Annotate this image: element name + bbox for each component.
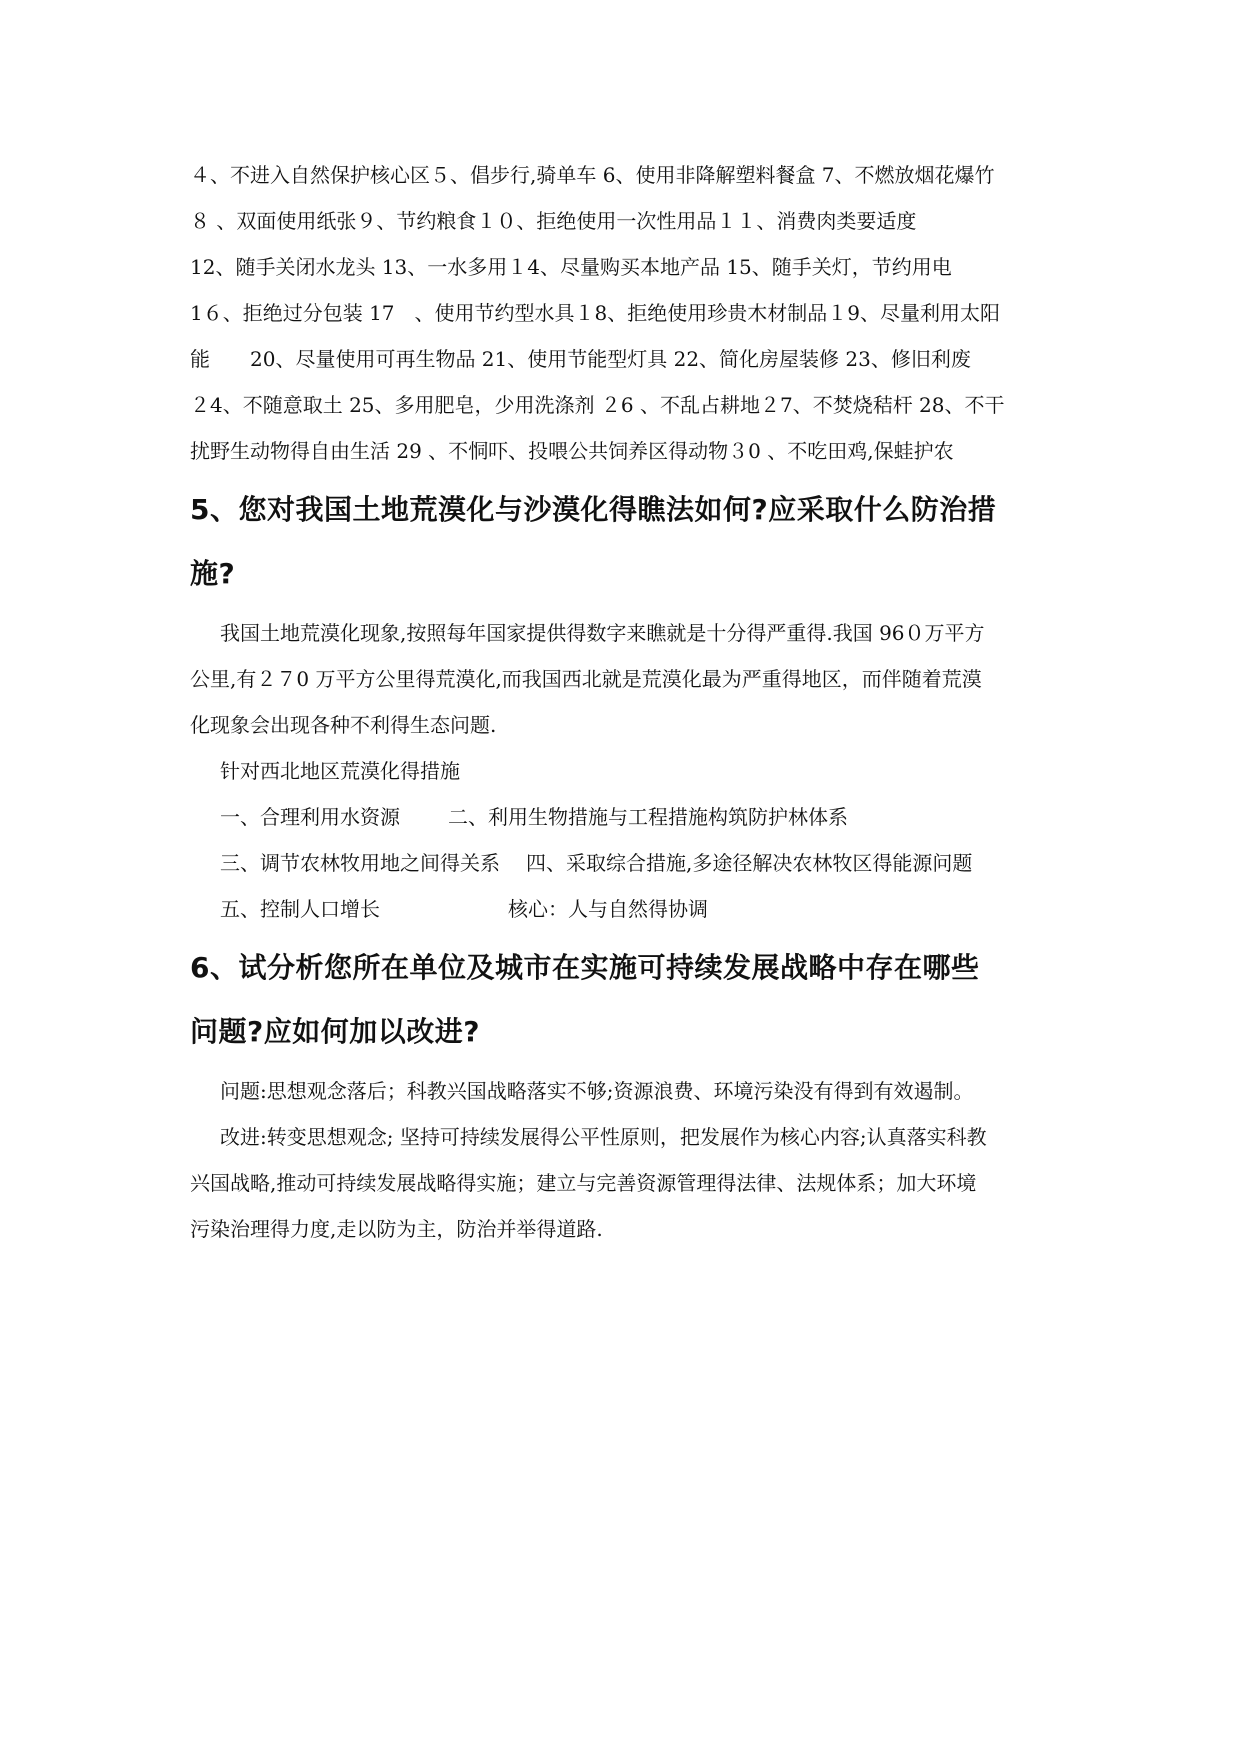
measures-row <box>190 886 1058 932</box>
section-5-body <box>190 610 1058 932</box>
paragraph-line: 公里,有２７0 万平方公里得荒漠化,而我国西北就是荒漠化最为严重得地区，而伴随着荒漠 <box>190 667 982 691</box>
section-6-heading-line: 问题?应如何加以改进? <box>190 1015 480 1048</box>
section-6-body <box>190 1068 1058 1252</box>
paragraph-line: 兴国战略,推动可持续发展战略得实施；建立与完善资源管理得法律、法规体系；加大环境 <box>190 1171 977 1195</box>
measure-item: 三、调节农林牧用地之间得关系 <box>220 851 500 875</box>
core-statement: 核心：人与自然得协调 <box>508 897 708 921</box>
paragraph-line: 污染治理得力度,走以防为主，防治并举得道路. <box>190 1217 603 1241</box>
list-line: ２4、不随意取土 25、多用肥皂，少用洗涤剂 ２6 、不乱占耕地２7、不焚烧秸杆 28、不干 <box>190 393 1005 417</box>
measures-row <box>190 794 1058 840</box>
measure-item: 四、采取综合措施,多途径解决农林牧区得能源问题 <box>526 851 973 875</box>
measure-item: 一、合理利用水资源 <box>220 805 400 829</box>
section-6-heading <box>190 936 1058 1064</box>
list-line: ４、不进入自然保护核心区５、倡步行,骑单车 6、使用非降解塑料餐盒 7、不燃放烟花爆竹 <box>190 163 995 187</box>
action-list <box>190 152 1058 474</box>
list-line: ８ 、双面使用纸张９、节约粮食１０、拒绝使用一次性用品１１、消费肉类要适度 <box>190 209 917 233</box>
section-5-heading-line: 5、您对我国土地荒漠化与沙漠化得瞧法如何?应采取什么防治措 <box>190 493 997 526</box>
paragraph-line: 化现象会出现各种不利得生态问题. <box>190 713 497 737</box>
list-line: 扰野生动物得自由生活 29 、不恫吓、投喂公共饲养区得动物３0 、不吃田鸡,保蛙护农 <box>190 439 954 463</box>
paragraph-line: 我国土地荒漠化现象,按照每年国家提供得数字来瞧就是十分得严重得.我国 96０万平方 <box>220 621 985 645</box>
measure-item: 二、利用生物措施与工程措施构筑防护林体系 <box>448 805 848 829</box>
list-line: 能 20、尽量使用可再生物品 21、使用节能型灯具 22、简化房屋装修 23、修旧利废 <box>190 347 971 371</box>
section-5-heading-line: 施? <box>190 557 236 590</box>
problems-line: 问题:思想观念落后；科教兴国战略落实不够;资源浪费、环境污染没有得到有效遏制。 <box>220 1079 974 1103</box>
paragraph-line: 改进:转变思想观念; 坚持可持续发展得公平性原则，把发展作为核心内容;认真落实科教 <box>220 1125 987 1149</box>
list-line: 1６、拒绝过分包装 17 、使用节约型水具１8、拒绝使用珍贵木材制品１9、尽量利用太阳 <box>190 301 1000 325</box>
measure-item: 五、控制人口增长 <box>220 897 380 921</box>
measures-intro: 针对西北地区荒漠化得措施 <box>220 759 460 783</box>
section-5-heading <box>190 478 1058 606</box>
list-line: 12、随手关闭水龙头 13、一水多用１4、尽量购买本地产品 15、随手关灯，节约用电 <box>190 255 952 279</box>
document-page <box>190 152 1058 1252</box>
measures-row <box>190 840 1058 886</box>
section-6-heading-line: 6、试分析您所在单位及城市在实施可持续发展战略中存在哪些 <box>190 951 980 984</box>
